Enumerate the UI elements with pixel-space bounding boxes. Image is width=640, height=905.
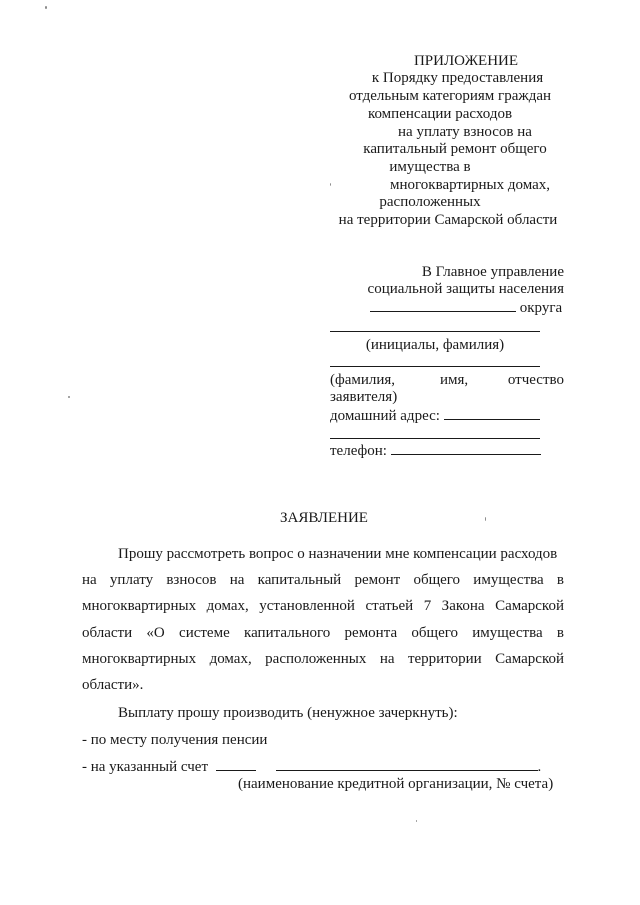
appendix-line-4: на уплату взносов на	[398, 124, 532, 140]
scan-speck	[416, 820, 417, 822]
payment-intro: Выплату прошу производить (ненужное зачеркнуть):	[118, 705, 458, 721]
statement-para-line-3: многоквартирных домах, установленной статьей 7 Закона Самарской	[82, 598, 564, 614]
fio-caption-applicant: заявителя)	[330, 389, 398, 405]
scan-speck	[330, 183, 331, 186]
statement-para-line-4: области «О системе капитального ремонта общего имущества в	[82, 625, 564, 641]
okrug-blank	[370, 298, 516, 312]
appendix-line-6: имущества в	[389, 159, 471, 175]
fio-caption-name: имя,	[440, 372, 469, 388]
appendix-line-9: на территории Самарской области	[338, 212, 558, 228]
appendix-line-8: расположенных	[379, 194, 481, 210]
address-field	[330, 406, 540, 425]
payment-option-pension: - по месту получения пенсии	[82, 732, 268, 748]
appendix-line-5: капитальный ремонт общего	[363, 141, 547, 157]
appendix-line-1: к Порядку предоставления	[371, 70, 544, 86]
fio-caption-patronymic: отчество	[507, 372, 564, 388]
addressee-line-1: В Главное управление	[421, 264, 564, 280]
scan-speck	[45, 6, 47, 9]
address-blank	[444, 406, 540, 420]
payment-option-account	[82, 757, 541, 776]
appendix-line-7: многоквартирных домах,	[389, 177, 550, 193]
statement-para-line-1: Прошу рассмотреть вопрос о назначении мне компенсации расходов	[118, 546, 558, 562]
fio-caption-surname: (фамилия,	[330, 372, 396, 388]
signature-line-2	[330, 366, 540, 367]
statement-para-line-6: области».	[82, 677, 144, 693]
phone-label: телефон:	[330, 443, 387, 459]
statement-para-line-5: многоквартирных домах, расположенных на территории Самарской	[82, 651, 564, 667]
appendix-title: ПРИЛОЖЕНИЕ	[413, 53, 519, 69]
account-long-blank	[276, 757, 538, 771]
addressee-line-2: социальной защиты населения	[367, 281, 564, 297]
appendix-line-2: отдельным категориям граждан	[348, 88, 552, 104]
okrug-field	[370, 298, 562, 317]
appendix-line-3: компенсации расходов	[367, 106, 513, 122]
statement-para-line-2: на уплату взносов на капитальный ремонт общего имущества в	[82, 572, 564, 588]
statement-heading: ЗАЯВЛЕНИЕ	[280, 510, 368, 526]
account-short-blank	[216, 757, 256, 771]
okrug-suffix: округа	[519, 300, 563, 316]
phone-blank	[391, 441, 541, 455]
account-caption: (наименование кредитной организации, № счета)	[238, 776, 554, 792]
phone-field	[330, 441, 541, 460]
initials-caption: (инициалы, фамилия)	[365, 337, 505, 353]
payment-option-account-label: - на указанный счет	[82, 759, 209, 775]
address-label: домашний адрес:	[330, 408, 440, 424]
account-line-end: .	[537, 759, 542, 775]
scan-speck	[68, 396, 70, 398]
scan-speck	[485, 517, 486, 521]
address-line-2	[330, 438, 540, 439]
signature-line-1	[330, 331, 540, 332]
